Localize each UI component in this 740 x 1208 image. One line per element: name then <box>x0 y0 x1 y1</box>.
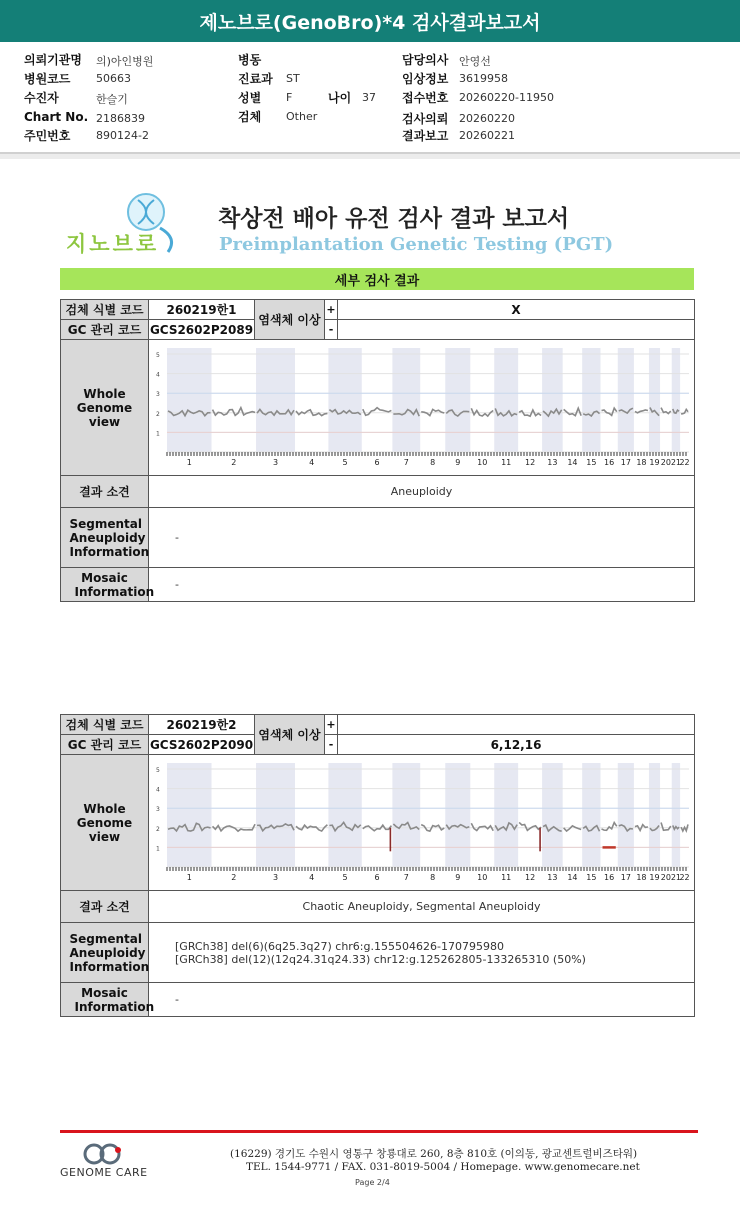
chromosome-label: 19 <box>649 873 660 882</box>
chromosome-band <box>672 348 680 452</box>
header-title: 제노브로(GenoBro)*4 검사결과보고서 <box>199 11 541 34</box>
chromosome-label: 12 <box>525 458 536 467</box>
segmental-label <box>61 923 149 983</box>
y-tick-label: 2 <box>156 825 160 833</box>
gc-code-label: GC 관리 코드 <box>61 735 149 755</box>
chromosome-label: 1 <box>186 458 192 467</box>
y-tick-label: 4 <box>156 786 160 794</box>
copy-number-trace <box>471 823 493 830</box>
chromosome-band <box>582 763 600 867</box>
segmental-value <box>149 923 695 983</box>
copy-number-trace <box>471 408 493 416</box>
chromosome-label: 8 <box>430 873 436 882</box>
logo-text: 지노브로 <box>66 232 160 256</box>
chromosome-band <box>618 763 634 867</box>
patient-info <box>0 42 740 159</box>
chromosome-label: 17 <box>620 873 631 882</box>
chromosome-label: 21 <box>670 873 682 882</box>
chromosome-band <box>167 763 212 867</box>
company-name: GENOME CARE <box>60 1166 148 1179</box>
whole-genome-label <box>61 755 149 891</box>
chromosome-band <box>494 763 518 867</box>
chromosome-band <box>542 348 563 452</box>
genome-care-logo-icon <box>60 1142 160 1166</box>
footer-address: (16229) 경기도 수원시 영통구 창룡대로 260, 8층 810호 (이의동, 광교센트럴비즈타워) <box>230 1148 638 1160</box>
mosaic-label-text: Mosaic Information <box>74 570 155 599</box>
chromosome-label: 22 <box>679 873 690 882</box>
gc-code-label: GC 관리 코드 <box>61 320 149 340</box>
gc-code-value: GCS2602P2089 <box>149 320 255 340</box>
chromosome-band <box>582 348 600 452</box>
value: 3619958 <box>459 72 508 85</box>
loss-value <box>338 320 695 340</box>
gain-value: X <box>338 300 695 320</box>
segmental-line: [GRCh38] del(12)(12q24.31q24.33) chr12:g.125262805-133265310 (50%) <box>175 952 586 966</box>
age-label: 나이 <box>328 91 352 105</box>
label: 검사의뢰 <box>402 112 449 126</box>
loss-sign: - <box>325 735 338 755</box>
result-label: 결과 소견 <box>61 891 149 923</box>
chromosome-label: 18 <box>636 873 647 882</box>
copy-number-trace <box>602 823 617 831</box>
loss-value: 6,12,16 <box>338 735 695 755</box>
chromosome-label: 7 <box>403 873 409 882</box>
mosaic-label-text: Mosaic Information <box>74 985 155 1014</box>
label: 접수번호 <box>402 91 449 105</box>
value: 한슬기 <box>96 93 128 106</box>
loss-sign: - <box>325 320 338 340</box>
chromosome-label: 10 <box>477 873 488 882</box>
chromosome-label: 8 <box>430 458 436 467</box>
chromosome-label: 1 <box>186 873 192 882</box>
report-title-english: Preimplantation Genetic Testing (PGT) <box>219 234 614 255</box>
y-tick-label: 1 <box>156 430 160 438</box>
chromosome-label: 2 <box>231 873 237 882</box>
label: 검체 <box>238 110 262 124</box>
chromosome-label: 12 <box>525 873 536 882</box>
result-label: 결과 소견 <box>61 476 149 508</box>
gain-value <box>338 715 695 735</box>
whole-genome-label-text: Whole Genome view <box>76 801 133 844</box>
chromosome-label: 13 <box>547 873 558 882</box>
gc-code-value: GCS2602P2090 <box>149 735 255 755</box>
chromosome-label: 19 <box>649 458 660 467</box>
label: 임상정보 <box>402 72 449 86</box>
chromosome-band <box>328 763 361 867</box>
chromosome-label: 15 <box>586 458 597 467</box>
page-number: Page 2/4 <box>355 1178 390 1187</box>
chromosome-label: 13 <box>547 458 558 467</box>
chrom-abnormality-label: 염색체 이상 <box>255 300 325 340</box>
chromosome-label: 10 <box>477 458 488 467</box>
section-title <box>60 268 694 290</box>
chromosome-band <box>256 348 295 452</box>
value: 890124-2 <box>96 129 149 142</box>
mosaic-label <box>61 568 155 602</box>
segmental-line: [GRCh38] del(6)(6q25.3q27) chr6:g.155504626-170795980 <box>175 939 504 953</box>
copy-number-trace <box>661 822 671 830</box>
chromosome-band <box>445 348 470 452</box>
footer-contact: TEL. 1544-9771 / FAX. 031-8019-5004 / Homepage. www.genomecare.net <box>246 1161 640 1173</box>
chromosome-band <box>256 763 295 867</box>
chromosome-label: 22 <box>679 458 690 467</box>
label: 수진자 <box>24 91 59 105</box>
chromosome-label: 9 <box>455 458 461 467</box>
chromosome-label: 6 <box>374 458 380 467</box>
sample-table-2 <box>60 714 695 1017</box>
genome-plot <box>149 755 694 887</box>
specimen-id-label: 검체 식별 코드 <box>61 300 149 320</box>
copy-number-trace <box>564 408 581 415</box>
chromosome-label: 18 <box>636 458 647 467</box>
report-title-korean: 착상전 배아 유전 검사 결과 보고서 <box>218 206 570 232</box>
copy-number-trace <box>363 408 392 416</box>
genome-plot <box>149 340 694 472</box>
chromosome-label: 6 <box>374 873 380 882</box>
copy-number-trace <box>602 408 617 415</box>
chromosome-label: 3 <box>272 458 279 467</box>
y-tick-label: 5 <box>156 767 160 774</box>
chromosome-band <box>649 763 660 867</box>
label: 담당의사 <box>402 53 449 67</box>
y-tick-label: 2 <box>156 410 160 418</box>
label: 결과보고 <box>402 129 449 143</box>
age-value: 37 <box>362 91 376 104</box>
value: 50663 <box>96 72 131 85</box>
chromosome-label: 5 <box>342 873 348 882</box>
value: Other <box>286 110 318 123</box>
footer-divider <box>60 1130 698 1133</box>
chromosome-label: 4 <box>309 458 315 467</box>
chrom-abnormality-label: 염색체 이상 <box>255 715 325 755</box>
label: 주민번호 <box>24 129 71 143</box>
chromosome-band <box>392 348 420 452</box>
chromosome-label: 17 <box>620 458 631 467</box>
chromosome-label: 15 <box>586 873 597 882</box>
chromosome-label: 14 <box>567 873 578 882</box>
chromosome-band <box>618 348 634 452</box>
label: 병원코드 <box>24 72 71 86</box>
chromosome-label: 7 <box>403 458 409 467</box>
section-title-text: 세부 검사 결과 <box>334 273 420 289</box>
chromosome-band <box>649 348 660 452</box>
chromosome-label: 16 <box>604 458 615 467</box>
label: 의뢰기관명 <box>24 53 82 67</box>
specimen-id-label: 검체 식별 코드 <box>61 715 149 735</box>
copy-number-trace <box>681 824 688 830</box>
chromosome-label: 11 <box>501 873 512 882</box>
chromosome-label: 5 <box>342 458 348 467</box>
copy-number-trace <box>213 408 256 416</box>
label: Chart No. <box>24 110 89 124</box>
value: F <box>286 91 293 104</box>
mosaic-label <box>61 983 155 1017</box>
value: 20260220 <box>459 112 515 125</box>
chromosome-label: 4 <box>309 873 315 882</box>
value: 안영선 <box>459 55 491 68</box>
gain-sign: + <box>325 300 338 320</box>
chromosome-label: 16 <box>604 873 615 882</box>
mosaic-value: - <box>149 568 695 602</box>
chromosome-band <box>328 348 361 452</box>
chromosome-label: 2 <box>231 458 237 467</box>
value: 20260221 <box>459 129 515 142</box>
result-value: Aneuploidy <box>149 476 695 508</box>
chromosome-label: 3 <box>272 873 279 882</box>
sample-table-1 <box>60 299 695 602</box>
whole-genome-label <box>61 340 149 476</box>
copy-number-trace <box>564 826 581 831</box>
chromosome-label: 20 <box>660 873 671 882</box>
chromosome-band <box>672 763 680 867</box>
label: 진료과 <box>238 72 273 86</box>
specimen-id-value: 260219한1 <box>149 300 255 320</box>
value: 의)아인병원 <box>96 55 154 68</box>
label: 성별 <box>238 91 262 105</box>
result-value: Chaotic Aneuploidy, Segmental Aneuploidy <box>149 891 695 923</box>
segmental-label-text: Segmental Aneuploidy Information <box>69 516 150 559</box>
whole-genome-label-text: Whole Genome view <box>76 386 133 429</box>
chromosome-band <box>542 763 563 867</box>
chromosome-band <box>167 348 212 452</box>
chromosome-band <box>392 763 420 867</box>
y-tick-label: 4 <box>156 371 160 379</box>
y-tick-label: 3 <box>156 806 160 814</box>
segmental-label-text: Segmental Aneuploidy Information <box>69 931 150 974</box>
specimen-id-value: 260219한2 <box>149 715 255 735</box>
chromosome-label: 9 <box>455 873 461 882</box>
chromosome-label: 14 <box>567 458 578 467</box>
chromosome-label: 11 <box>501 458 512 467</box>
y-tick-label: 1 <box>156 845 160 853</box>
segmental-label <box>61 508 149 568</box>
chromosome-band <box>445 763 470 867</box>
value: ST <box>286 72 300 85</box>
report-header <box>0 0 740 42</box>
gain-sign: + <box>325 715 338 735</box>
value: 20260220-11950 <box>459 91 554 104</box>
value: 2186839 <box>96 112 145 125</box>
segmental-value: - <box>149 508 695 568</box>
label: 병동 <box>238 53 262 67</box>
divider <box>0 152 740 154</box>
y-tick-label: 5 <box>156 352 160 359</box>
y-tick-label: 3 <box>156 391 160 399</box>
chromosome-label: 21 <box>670 458 682 467</box>
chromosome-label: 20 <box>660 458 671 467</box>
copy-number-trace <box>519 822 541 830</box>
mosaic-value: - <box>149 983 695 1017</box>
chromosome-band <box>494 348 518 452</box>
